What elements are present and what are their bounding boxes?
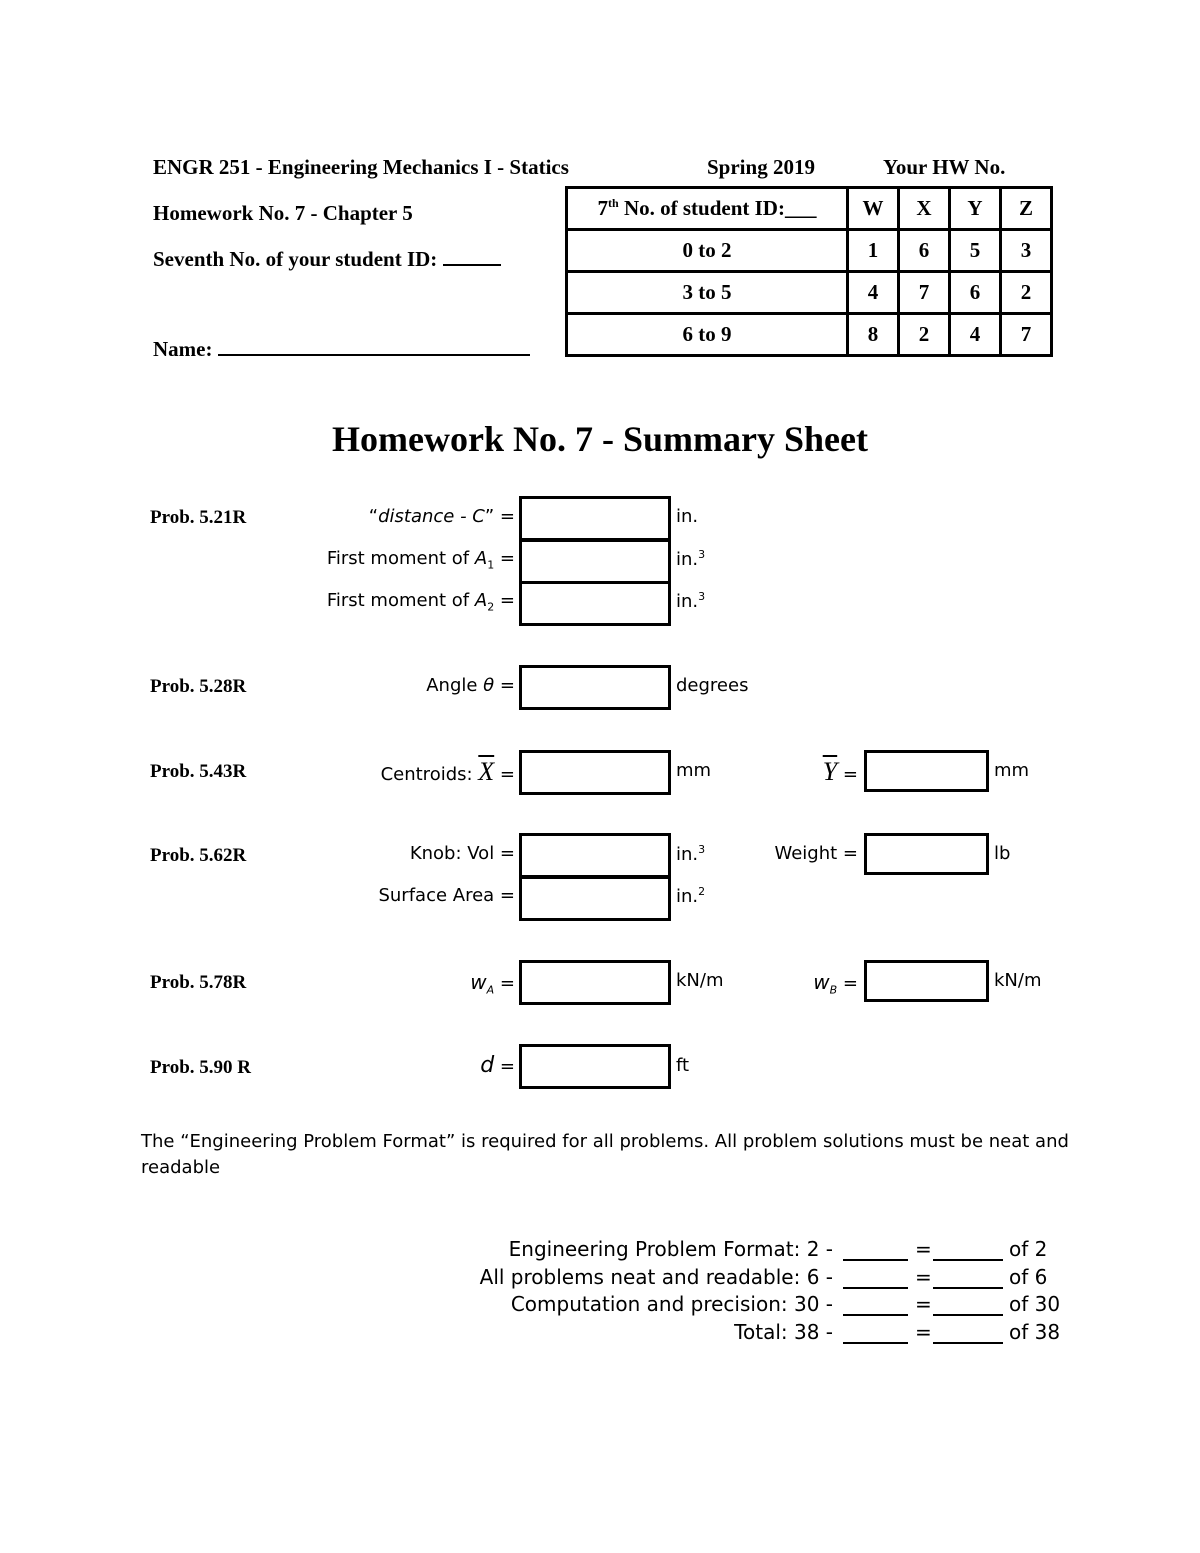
- score-result-blank[interactable]: [933, 1259, 1003, 1261]
- term: Spring 2019: [707, 155, 815, 179]
- knob-vol-label: Knob: Vol =: [409, 843, 515, 864]
- range-cell: 0 to 2: [567, 230, 848, 272]
- knob-vol-unit: in.$^3$: [676, 843, 706, 865]
- value-cell: 4: [950, 314, 1001, 356]
- equals-sign: =: [915, 1265, 932, 1289]
- table-row: [567, 230, 1052, 272]
- col-w: W: [848, 188, 899, 230]
- value-cell: 7: [1001, 314, 1052, 356]
- table-row: [567, 314, 1052, 356]
- prob-5-78r-label: Prob. 5.78R: [150, 972, 247, 993]
- weight-unit: lb: [994, 843, 1011, 864]
- score-max-computation: of 30: [1009, 1292, 1061, 1316]
- angle-theta-unit: degrees: [676, 675, 749, 696]
- wb-label: $w_B$ =: [813, 970, 858, 997]
- distance-c-label: “distance - C” =: [368, 506, 515, 527]
- course-title: ENGR 251 - Engineering Mechanics I - Statics: [153, 155, 569, 179]
- d-label: d =: [480, 1053, 515, 1078]
- first-moment-a2-unit: in.$^3$: [676, 590, 706, 612]
- score-deduction-blank[interactable]: [843, 1259, 908, 1261]
- wb-input[interactable]: [864, 960, 989, 1002]
- surface-area-input[interactable]: [519, 876, 671, 921]
- homework-label: Homework No. 7 - Chapter 5: [153, 201, 413, 225]
- centroid-y-label: $\overline{Y}$ =: [822, 757, 858, 786]
- your-hw-no-label: Your HW No.: [883, 155, 1006, 179]
- format-note-line1: The “Engineering Problem Format” is required for all problems. All problem solutions must be neat and: [141, 1131, 1069, 1152]
- wa-label: $w_A$ =: [470, 970, 515, 997]
- prob-5-43r-label: Prob. 5.43R: [150, 761, 247, 782]
- score-result-blank[interactable]: [933, 1342, 1003, 1344]
- id-table-header-row: [567, 188, 1052, 230]
- first-moment-a1-input[interactable]: [519, 539, 671, 584]
- score-result-blank[interactable]: [933, 1314, 1003, 1316]
- value-cell: 6: [950, 272, 1001, 314]
- score-result-blank[interactable]: [933, 1287, 1003, 1289]
- d-input[interactable]: [519, 1044, 671, 1089]
- value-cell: 8: [848, 314, 899, 356]
- surface-area-label: Surface Area =: [378, 885, 515, 906]
- d-unit: ft: [676, 1055, 690, 1076]
- first-moment-a1-label: First moment of $A_1$ =: [326, 548, 515, 572]
- distance-c-unit: in.: [676, 506, 699, 527]
- score-label-total: Total: 38 -: [734, 1320, 833, 1344]
- value-cell: 4: [848, 272, 899, 314]
- prob-5-28r-label: Prob. 5.28R: [150, 676, 247, 697]
- score-label-computation: Computation and precision: 30 -: [510, 1292, 833, 1316]
- id-table-head: 7th No. of student ID:___: [567, 188, 848, 230]
- equals-sign: =: [915, 1292, 932, 1316]
- equals-sign: =: [915, 1320, 932, 1344]
- first-moment-a2-input[interactable]: [519, 581, 671, 626]
- score-deduction-blank[interactable]: [843, 1314, 908, 1316]
- value-cell: 2: [899, 314, 950, 356]
- name-blank[interactable]: [218, 354, 530, 356]
- prob-5-62r-label: Prob. 5.62R: [150, 845, 247, 866]
- first-moment-a2-label: First moment of $A_2$ =: [326, 590, 515, 614]
- prob-5-90r-label: Prob. 5.90 R: [150, 1057, 251, 1078]
- centroid-x-input[interactable]: [519, 750, 671, 795]
- col-x: X: [899, 188, 950, 230]
- score-label-format: Engineering Problem Format: 2 -: [508, 1237, 833, 1261]
- value-cell: 6: [899, 230, 950, 272]
- weight-label: Weight =: [774, 843, 858, 864]
- angle-theta-input[interactable]: [519, 665, 671, 710]
- knob-vol-input[interactable]: [519, 833, 671, 878]
- format-note-line2: readable: [141, 1157, 221, 1178]
- score-max-total: of 38: [1009, 1320, 1061, 1344]
- value-cell: 5: [950, 230, 1001, 272]
- col-z: Z: [1001, 188, 1052, 230]
- angle-theta-label: Angle θ =: [426, 675, 515, 696]
- first-moment-a1-unit: in.$^3$: [676, 548, 706, 570]
- surface-area-unit: in.$^2$: [676, 885, 706, 907]
- score-deduction-blank[interactable]: [843, 1287, 908, 1289]
- page-title: Homework No. 7 - Summary Sheet: [332, 419, 868, 459]
- score-max-neat: of 6: [1009, 1265, 1048, 1289]
- score-label-neat: All problems neat and readable: 6 -: [479, 1265, 833, 1289]
- value-cell: 2: [1001, 272, 1052, 314]
- value-cell: 3: [1001, 230, 1052, 272]
- range-cell: 6 to 9: [567, 314, 848, 356]
- wb-unit: kN/m: [994, 970, 1042, 991]
- col-y: Y: [950, 188, 1001, 230]
- centroid-y-input[interactable]: [864, 750, 989, 792]
- table-row: [567, 272, 1052, 314]
- centroid-y-unit: mm: [994, 760, 1030, 781]
- score-deduction-blank[interactable]: [843, 1342, 908, 1344]
- equals-sign: =: [915, 1237, 932, 1261]
- centroid-x-unit: mm: [676, 760, 712, 781]
- seventh-id-blank[interactable]: [443, 264, 501, 266]
- prob-5-21r-label: Prob. 5.21R: [150, 507, 247, 528]
- name-label: Name:: [153, 337, 530, 362]
- wa-unit: kN/m: [676, 970, 724, 991]
- centroid-x-label: Centroids: $\overline{X}$ =: [380, 757, 515, 786]
- distance-c-input[interactable]: [519, 496, 671, 541]
- score-max-format: of 2: [1009, 1237, 1048, 1261]
- student-id-table: [565, 186, 1053, 357]
- weight-input[interactable]: [864, 833, 989, 875]
- value-cell: 7: [899, 272, 950, 314]
- range-cell: 3 to 5: [567, 272, 848, 314]
- seventh-id-label: Seventh No. of your student ID:: [153, 247, 501, 272]
- wa-input[interactable]: [519, 960, 671, 1005]
- value-cell: 1: [848, 230, 899, 272]
